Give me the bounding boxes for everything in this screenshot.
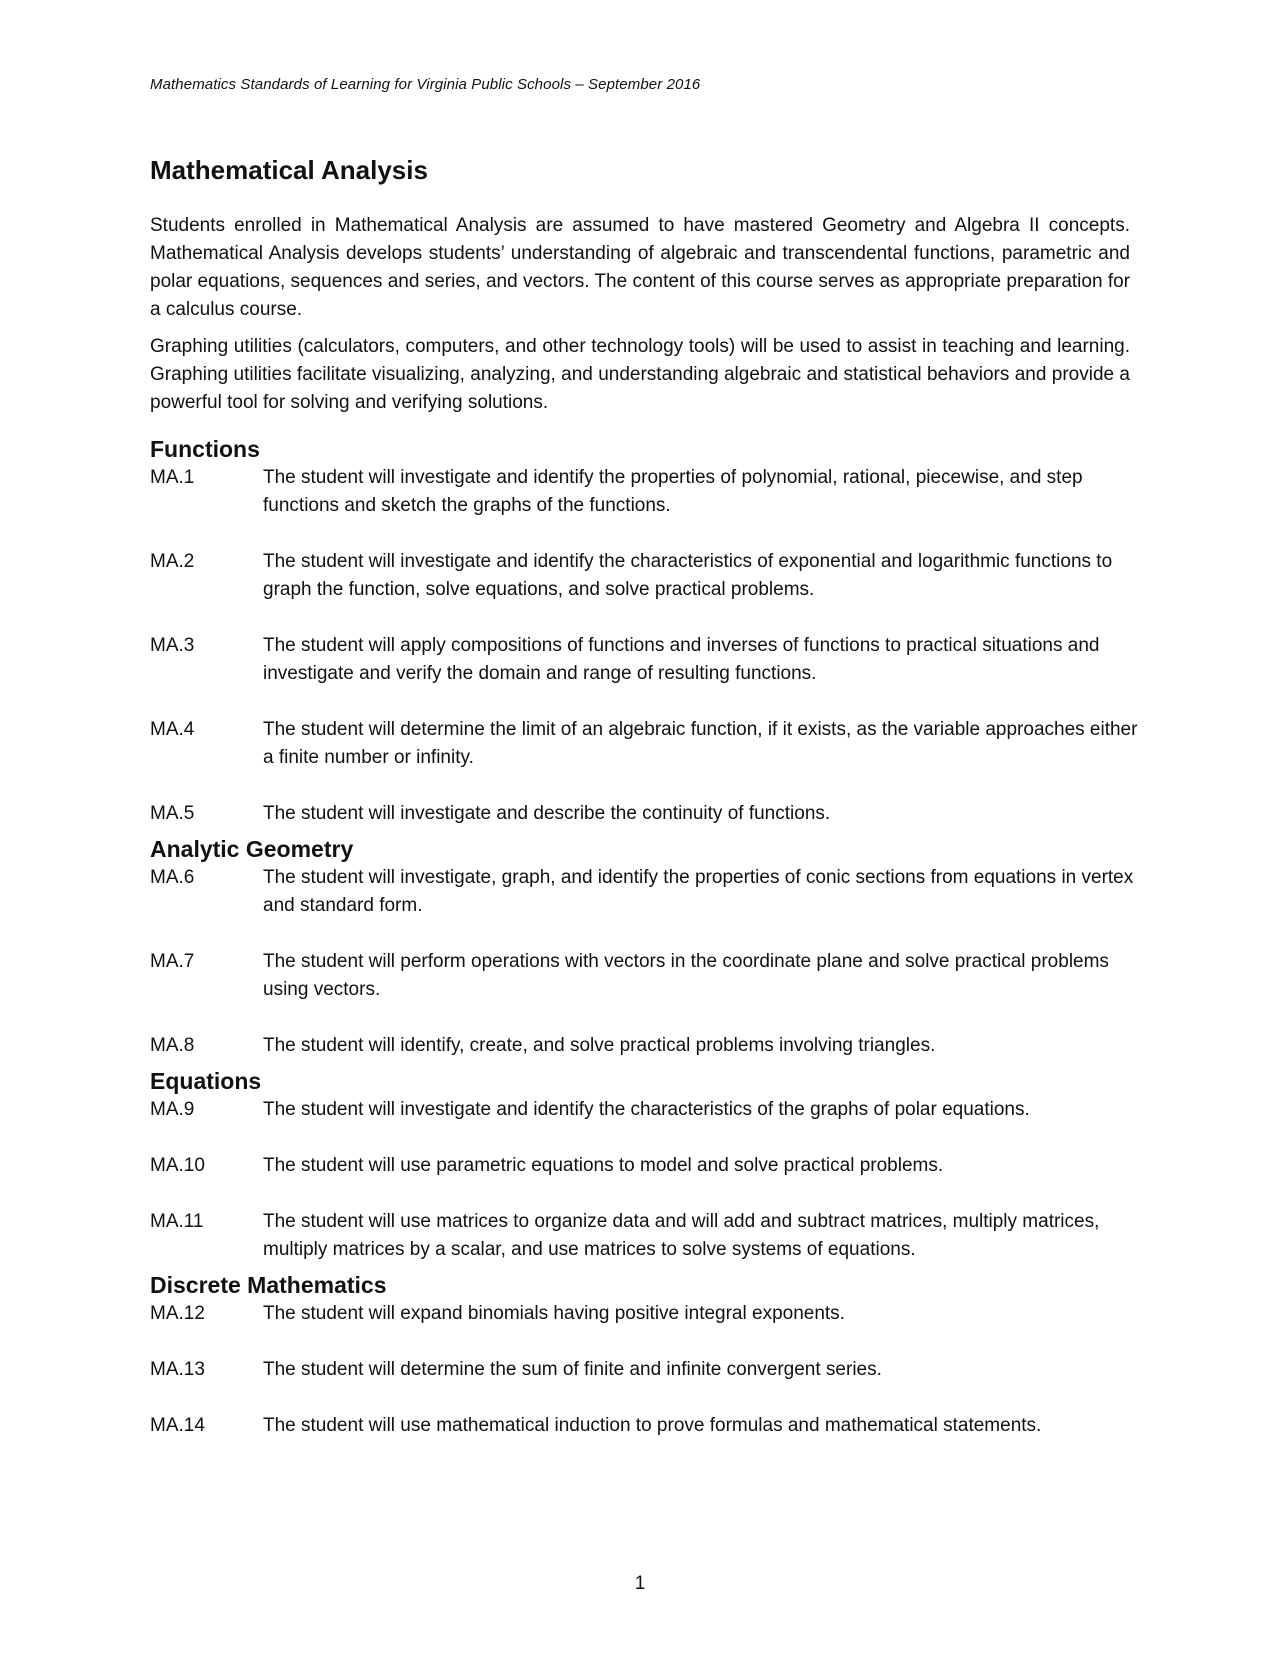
section-functions bbox=[150, 434, 1140, 828]
running-header: Mathematics Standards of Learning for Virginia Public Schools – September 2016 bbox=[150, 76, 701, 93]
standard-code: MA.12 bbox=[150, 1303, 205, 1324]
standard-code: MA.8 bbox=[150, 1035, 195, 1056]
section-discrete-mathematics bbox=[150, 1270, 1140, 1440]
page-number: 1 bbox=[634, 1573, 646, 1594]
standard-item bbox=[150, 1208, 1140, 1264]
standard-code: MA.3 bbox=[150, 635, 195, 656]
standard-text: The student will investigate and identify the properties of polynomial, rational, piecewise, and step functions and sketch the graphs of the functions. bbox=[263, 467, 1083, 516]
standard-code: MA.1 bbox=[150, 467, 195, 488]
standard-item bbox=[150, 632, 1140, 688]
standard-text: The student will apply compositions of functions and inverses of functions to practical situations and investigate and verify the domain and range of resulting functions. bbox=[263, 635, 1100, 684]
standard-item bbox=[150, 1096, 1140, 1124]
standard-item bbox=[150, 864, 1140, 920]
standard-code: MA.14 bbox=[150, 1415, 205, 1436]
standard-code: MA.2 bbox=[150, 551, 195, 572]
standard-code: MA.13 bbox=[150, 1359, 205, 1380]
standard-item bbox=[150, 464, 1140, 520]
standard-item bbox=[150, 548, 1140, 604]
standard-text: The student will expand binomials having positive integral exponents. bbox=[263, 1303, 845, 1324]
standard-code: MA.7 bbox=[150, 951, 195, 972]
intro-paragraph: Graphing utilities (calculators, computers, and other technology tools) will be used to assist in teaching and learning. Graphing utilities facilitate visualizing, analyzing, and understanding algebraic and statistical behaviors and provide a powerful tool for solving and verifying solutions. bbox=[150, 336, 1130, 413]
standard-text: The student will determine the limit of an algebraic function, if it exists, as the variable approaches either a finite number or infinity. bbox=[263, 719, 1138, 768]
standard-text: The student will use matrices to organize data and will add and subtract matrices, multiply matrices, multiply matrices by a scalar, and use matrices to solve systems of equations. bbox=[263, 1211, 1100, 1260]
section-heading: Equations bbox=[150, 1068, 262, 1094]
section-heading: Discrete Mathematics bbox=[150, 1272, 387, 1298]
section-heading: Analytic Geometry bbox=[150, 836, 354, 862]
standard-code: MA.4 bbox=[150, 719, 195, 740]
standard-text: The student will identify, create, and solve practical problems involving triangles. bbox=[263, 1035, 936, 1056]
standard-code: MA.10 bbox=[150, 1155, 205, 1176]
intro-section bbox=[150, 212, 1130, 426]
standard-code: MA.5 bbox=[150, 803, 195, 824]
standard-text: The student will use mathematical induction to prove formulas and mathematical statements. bbox=[263, 1415, 1042, 1436]
section-heading: Functions bbox=[150, 436, 260, 462]
standard-code: MA.6 bbox=[150, 867, 195, 888]
intro-paragraph: Students enrolled in Mathematical Analysis are assumed to have mastered Geometry and Algebra II concepts. Mathematical Analysis develops students’ understanding of algebraic and transcendental functions, parametric and polar equations, sequences and series, and vectors. The content of this course serves as appropriate preparation for a calculus course. bbox=[150, 215, 1130, 320]
standard-text: The student will investigate, graph, and identify the properties of conic sections from equations in vertex and standard form. bbox=[263, 867, 1134, 916]
standard-code: MA.11 bbox=[150, 1211, 204, 1232]
standard-text: The student will determine the sum of finite and infinite convergent series. bbox=[263, 1359, 882, 1380]
standard-item bbox=[150, 1300, 1140, 1328]
page-title: Mathematical Analysis bbox=[150, 155, 428, 185]
standard-item bbox=[150, 1032, 1140, 1060]
standard-item bbox=[150, 1152, 1140, 1180]
standard-text: The student will investigate and identify the characteristics of the graphs of polar equations. bbox=[263, 1099, 1030, 1120]
standard-item bbox=[150, 800, 1140, 828]
standard-item bbox=[150, 1412, 1140, 1440]
section-analytic-geometry bbox=[150, 834, 1140, 1060]
standard-item bbox=[150, 948, 1140, 1004]
standards-sections bbox=[150, 434, 1140, 1440]
section-equations bbox=[150, 1066, 1140, 1264]
standard-text: The student will perform operations with vectors in the coordinate plane and solve practical problems using vectors. bbox=[263, 951, 1109, 1000]
standard-item bbox=[150, 1356, 1140, 1384]
standard-code: MA.9 bbox=[150, 1099, 195, 1120]
standard-item bbox=[150, 716, 1140, 772]
standard-text: The student will investigate and identify the characteristics of exponential and logarithmic functions to graph the function, solve equations, and solve practical problems. bbox=[263, 551, 1113, 600]
standard-text: The student will use parametric equations to model and solve practical problems. bbox=[263, 1155, 944, 1176]
standard-text: The student will investigate and describe the continuity of functions. bbox=[263, 803, 831, 824]
